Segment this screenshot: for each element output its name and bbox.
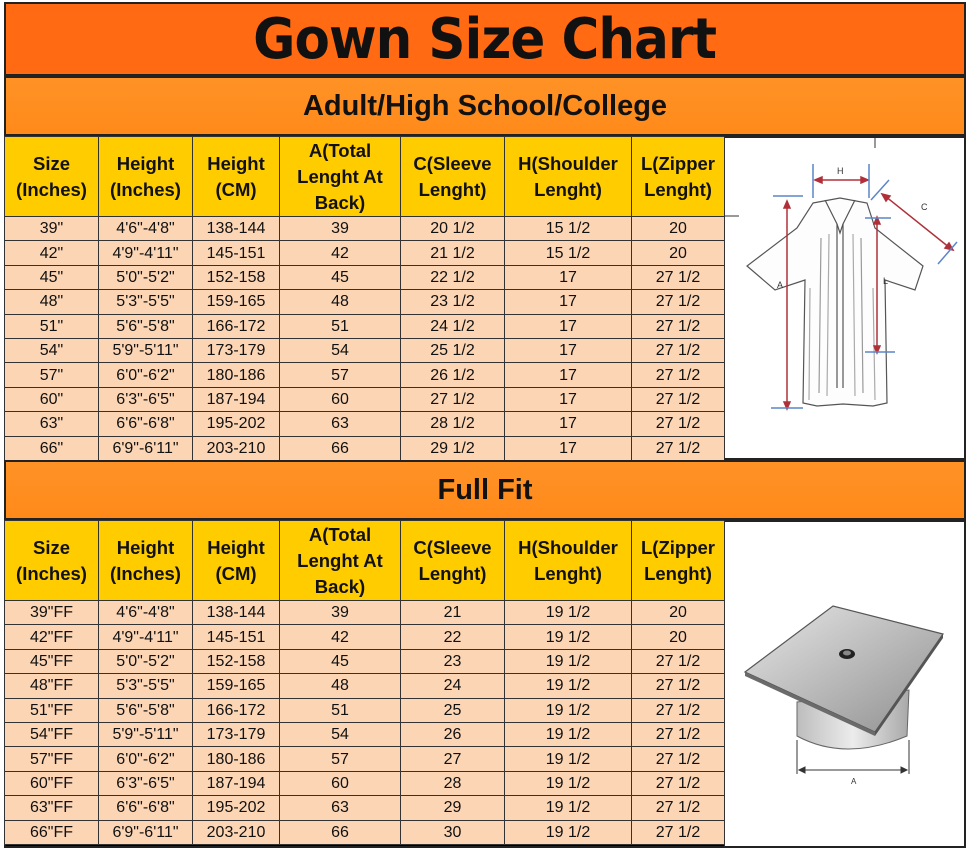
cell-zipper-length: 27 1/2 <box>632 820 725 844</box>
cell-sleeve-length: 23 <box>401 649 505 673</box>
cell-sleeve-length: 29 <box>401 796 505 820</box>
cell-sleeve-length: 26 <box>401 722 505 746</box>
cell-zipper-length: 27 1/2 <box>632 796 725 820</box>
cell-zipper-length: 27 1/2 <box>632 265 725 289</box>
cell-shoulder-length: 17 <box>505 436 632 460</box>
col-shoulder-length: H(Shoulder Lenght) <box>505 137 632 217</box>
cell-shoulder-length: 19 1/2 <box>505 674 632 698</box>
cell-total-length: 57 <box>280 363 401 387</box>
label-a: A <box>851 777 857 786</box>
cell-height-inches: 6'9"-6'11" <box>99 436 193 460</box>
cell-shoulder-length: 19 1/2 <box>505 771 632 795</box>
cell-total-length: 42 <box>280 625 401 649</box>
cell-sleeve-length: 21 <box>401 601 505 625</box>
cell-total-length: 51 <box>280 698 401 722</box>
cell-size: 45"FF <box>5 649 99 673</box>
label-c: C <box>921 202 928 212</box>
cell-total-length: 57 <box>280 747 401 771</box>
cell-shoulder-length: 19 1/2 <box>505 747 632 771</box>
cell-shoulder-length: 17 <box>505 387 632 411</box>
col-height-cm: Height (CM) <box>193 137 280 217</box>
cell-height-cm: 145-151 <box>193 625 280 649</box>
table-row <box>5 649 725 673</box>
cell-height-inches: 5'0"-5'2" <box>99 649 193 673</box>
cell-height-cm: 195-202 <box>193 412 280 436</box>
table-row <box>5 290 725 314</box>
cell-zipper-length: 27 1/2 <box>632 674 725 698</box>
cell-zipper-length: 20 <box>632 625 725 649</box>
cell-height-cm: 195-202 <box>193 796 280 820</box>
cell-zipper-length: 20 <box>632 217 725 241</box>
cell-height-cm: 138-144 <box>193 217 280 241</box>
cell-shoulder-length: 19 1/2 <box>505 722 632 746</box>
cell-total-length: 45 <box>280 265 401 289</box>
table-row <box>5 625 725 649</box>
table-row <box>5 674 725 698</box>
cell-size: 57"FF <box>5 747 99 771</box>
cell-total-length: 39 <box>280 217 401 241</box>
cell-size: 57" <box>5 363 99 387</box>
cell-total-length: 48 <box>280 290 401 314</box>
cell-height-cm: 180-186 <box>193 363 280 387</box>
cell-sleeve-length: 21 1/2 <box>401 241 505 265</box>
cell-total-length: 60 <box>280 771 401 795</box>
cell-height-cm: 159-165 <box>193 674 280 698</box>
cell-total-length: 63 <box>280 796 401 820</box>
cell-shoulder-length: 19 1/2 <box>505 601 632 625</box>
col-sleeve-length: C(Sleeve Lenght) <box>401 521 505 601</box>
cell-height-cm: 138-144 <box>193 601 280 625</box>
cell-shoulder-length: 17 <box>505 412 632 436</box>
cell-zipper-length: 27 1/2 <box>632 436 725 460</box>
table-row <box>5 363 725 387</box>
title-banner <box>4 2 966 76</box>
col-zipper-length: L(Zipper Lenght) <box>632 137 725 217</box>
size-table-full-fit <box>4 520 725 845</box>
cell-sleeve-length: 22 <box>401 625 505 649</box>
cell-height-inches: 5'9"-5'11" <box>99 722 193 746</box>
cell-zipper-length: 27 1/2 <box>632 722 725 746</box>
cell-shoulder-length: 19 1/2 <box>505 820 632 844</box>
cell-height-inches: 5'3"-5'5" <box>99 674 193 698</box>
cell-height-cm: 187-194 <box>193 387 280 411</box>
cell-height-inches: 6'3"-6'5" <box>99 387 193 411</box>
cell-height-cm: 180-186 <box>193 747 280 771</box>
cell-total-length: 54 <box>280 338 401 362</box>
cell-height-inches: 5'6"-5'8" <box>99 314 193 338</box>
cell-total-length: 60 <box>280 387 401 411</box>
header-row <box>5 521 725 601</box>
cell-shoulder-length: 19 1/2 <box>505 649 632 673</box>
cell-zipper-length: 27 1/2 <box>632 747 725 771</box>
table-row <box>5 820 725 844</box>
cell-zipper-length: 27 1/2 <box>632 290 725 314</box>
cell-sleeve-length: 25 1/2 <box>401 338 505 362</box>
cell-total-length: 63 <box>280 412 401 436</box>
table-row <box>5 412 725 436</box>
table-row <box>5 601 725 625</box>
cell-size: 39" <box>5 217 99 241</box>
cell-height-inches: 6'0"-6'2" <box>99 747 193 771</box>
cell-shoulder-length: 17 <box>505 338 632 362</box>
cell-total-length: 54 <box>280 722 401 746</box>
cell-sleeve-length: 27 <box>401 747 505 771</box>
cell-sleeve-length: 25 <box>401 698 505 722</box>
cell-shoulder-length: 19 1/2 <box>505 796 632 820</box>
cell-height-cm: 203-210 <box>193 820 280 844</box>
cell-shoulder-length: 17 <box>505 290 632 314</box>
cell-sleeve-length: 24 <box>401 674 505 698</box>
cell-zipper-length: 27 1/2 <box>632 412 725 436</box>
cell-height-inches: 6'6"-6'8" <box>99 412 193 436</box>
cell-size: 63"FF <box>5 796 99 820</box>
cell-zipper-length: 20 <box>632 601 725 625</box>
cell-size: 51" <box>5 314 99 338</box>
page-title: Gown Size Chart <box>253 6 717 72</box>
cell-size: 51"FF <box>5 698 99 722</box>
gown-diagram <box>725 138 965 458</box>
cell-height-inches: 4'6"-4'8" <box>99 601 193 625</box>
col-height-cm: Height (CM) <box>193 521 280 601</box>
table-row <box>5 747 725 771</box>
size-table-adult <box>4 136 725 461</box>
cell-sleeve-length: 26 1/2 <box>401 363 505 387</box>
section-heading-full-fit <box>4 460 966 520</box>
cell-total-length: 45 <box>280 649 401 673</box>
col-total-length: A(Total Lenght At Back) <box>280 137 401 217</box>
table-row <box>5 217 725 241</box>
cell-total-length: 66 <box>280 820 401 844</box>
cell-sleeve-length: 28 1/2 <box>401 412 505 436</box>
cell-zipper-length: 27 1/2 <box>632 338 725 362</box>
cell-height-inches: 6'9"-6'11" <box>99 820 193 844</box>
cell-height-cm: 203-210 <box>193 436 280 460</box>
cell-height-cm: 166-172 <box>193 314 280 338</box>
table-row <box>5 771 725 795</box>
table-row <box>5 241 725 265</box>
cell-zipper-length: 27 1/2 <box>632 698 725 722</box>
cell-height-inches: 4'9"-4'11" <box>99 241 193 265</box>
table-row <box>5 387 725 411</box>
cell-size: 48"FF <box>5 674 99 698</box>
cell-shoulder-length: 17 <box>505 363 632 387</box>
cell-sleeve-length: 27 1/2 <box>401 387 505 411</box>
col-total-length: A(Total Lenght At Back) <box>280 521 401 601</box>
col-size: Size (Inches) <box>5 137 99 217</box>
label-h: H <box>837 166 844 176</box>
cell-sleeve-length: 20 1/2 <box>401 217 505 241</box>
cell-size: 66" <box>5 436 99 460</box>
cell-sleeve-length: 24 1/2 <box>401 314 505 338</box>
col-shoulder-length: H(Shoulder Lenght) <box>505 521 632 601</box>
table-row <box>5 698 725 722</box>
cell-size: 66"FF <box>5 820 99 844</box>
col-zipper-length: L(Zipper Lenght) <box>632 521 725 601</box>
table-row <box>5 796 725 820</box>
cell-height-cm: 166-172 <box>193 698 280 722</box>
cell-sleeve-length: 23 1/2 <box>401 290 505 314</box>
cell-size: 54" <box>5 338 99 362</box>
cell-total-length: 51 <box>280 314 401 338</box>
cell-height-cm: 187-194 <box>193 771 280 795</box>
cell-height-cm: 145-151 <box>193 241 280 265</box>
cell-shoulder-length: 15 1/2 <box>505 241 632 265</box>
cell-sleeve-length: 30 <box>401 820 505 844</box>
cell-height-inches: 6'6"-6'8" <box>99 796 193 820</box>
label-l: L <box>883 276 889 286</box>
cell-height-inches: 4'6"-4'8" <box>99 217 193 241</box>
col-height-inches: Height (Inches) <box>99 521 193 601</box>
cell-height-cm: 152-158 <box>193 265 280 289</box>
cell-size: 42" <box>5 241 99 265</box>
cap-diagram-panel <box>724 520 966 848</box>
section-title: Full Fit <box>437 473 533 506</box>
cell-height-inches: 5'9"-5'11" <box>99 338 193 362</box>
cell-sleeve-length: 29 1/2 <box>401 436 505 460</box>
cell-height-inches: 5'3"-5'5" <box>99 290 193 314</box>
cell-size: 48" <box>5 290 99 314</box>
cell-height-cm: 152-158 <box>193 649 280 673</box>
cell-zipper-length: 27 1/2 <box>632 314 725 338</box>
table-row <box>5 338 725 362</box>
cell-total-length: 42 <box>280 241 401 265</box>
table-row <box>5 314 725 338</box>
cell-height-cm: 159-165 <box>193 290 280 314</box>
cell-height-inches: 4'9"-4'11" <box>99 625 193 649</box>
cell-height-inches: 6'0"-6'2" <box>99 363 193 387</box>
cell-size: 42"FF <box>5 625 99 649</box>
cell-shoulder-length: 17 <box>505 265 632 289</box>
table-row <box>5 436 725 460</box>
cell-sleeve-length: 28 <box>401 771 505 795</box>
col-height-inches: Height (Inches) <box>99 137 193 217</box>
cell-zipper-length: 27 1/2 <box>632 649 725 673</box>
cell-sleeve-length: 22 1/2 <box>401 265 505 289</box>
cell-size: 60"FF <box>5 771 99 795</box>
table-row <box>5 722 725 746</box>
cell-zipper-length: 27 1/2 <box>632 387 725 411</box>
cell-shoulder-length: 19 1/2 <box>505 625 632 649</box>
cell-shoulder-length: 17 <box>505 314 632 338</box>
cell-total-length: 48 <box>280 674 401 698</box>
cell-size: 63" <box>5 412 99 436</box>
cell-total-length: 66 <box>280 436 401 460</box>
cell-height-inches: 6'3"-6'5" <box>99 771 193 795</box>
cell-total-length: 39 <box>280 601 401 625</box>
cell-height-cm: 173-179 <box>193 338 280 362</box>
cell-shoulder-length: 19 1/2 <box>505 698 632 722</box>
cell-height-cm: 173-179 <box>193 722 280 746</box>
col-sleeve-length: C(Sleeve Lenght) <box>401 137 505 217</box>
gown-diagram-panel <box>724 136 966 460</box>
cell-height-inches: 5'6"-5'8" <box>99 698 193 722</box>
section-title: Adult/High School/College <box>302 89 668 122</box>
label-a: A <box>777 280 784 290</box>
cell-zipper-length: 27 1/2 <box>632 771 725 795</box>
cap-diagram <box>725 522 965 846</box>
header-row <box>5 137 725 217</box>
cell-size: 54"FF <box>5 722 99 746</box>
cell-zipper-length: 27 1/2 <box>632 363 725 387</box>
cell-size: 45" <box>5 265 99 289</box>
cell-size: 39"FF <box>5 601 99 625</box>
cell-zipper-length: 20 <box>632 241 725 265</box>
table-row <box>5 265 725 289</box>
cell-shoulder-length: 15 1/2 <box>505 217 632 241</box>
section-heading-adult <box>4 76 966 136</box>
cell-height-inches: 5'0"-5'2" <box>99 265 193 289</box>
cell-size: 60" <box>5 387 99 411</box>
col-size: Size (Inches) <box>5 521 99 601</box>
